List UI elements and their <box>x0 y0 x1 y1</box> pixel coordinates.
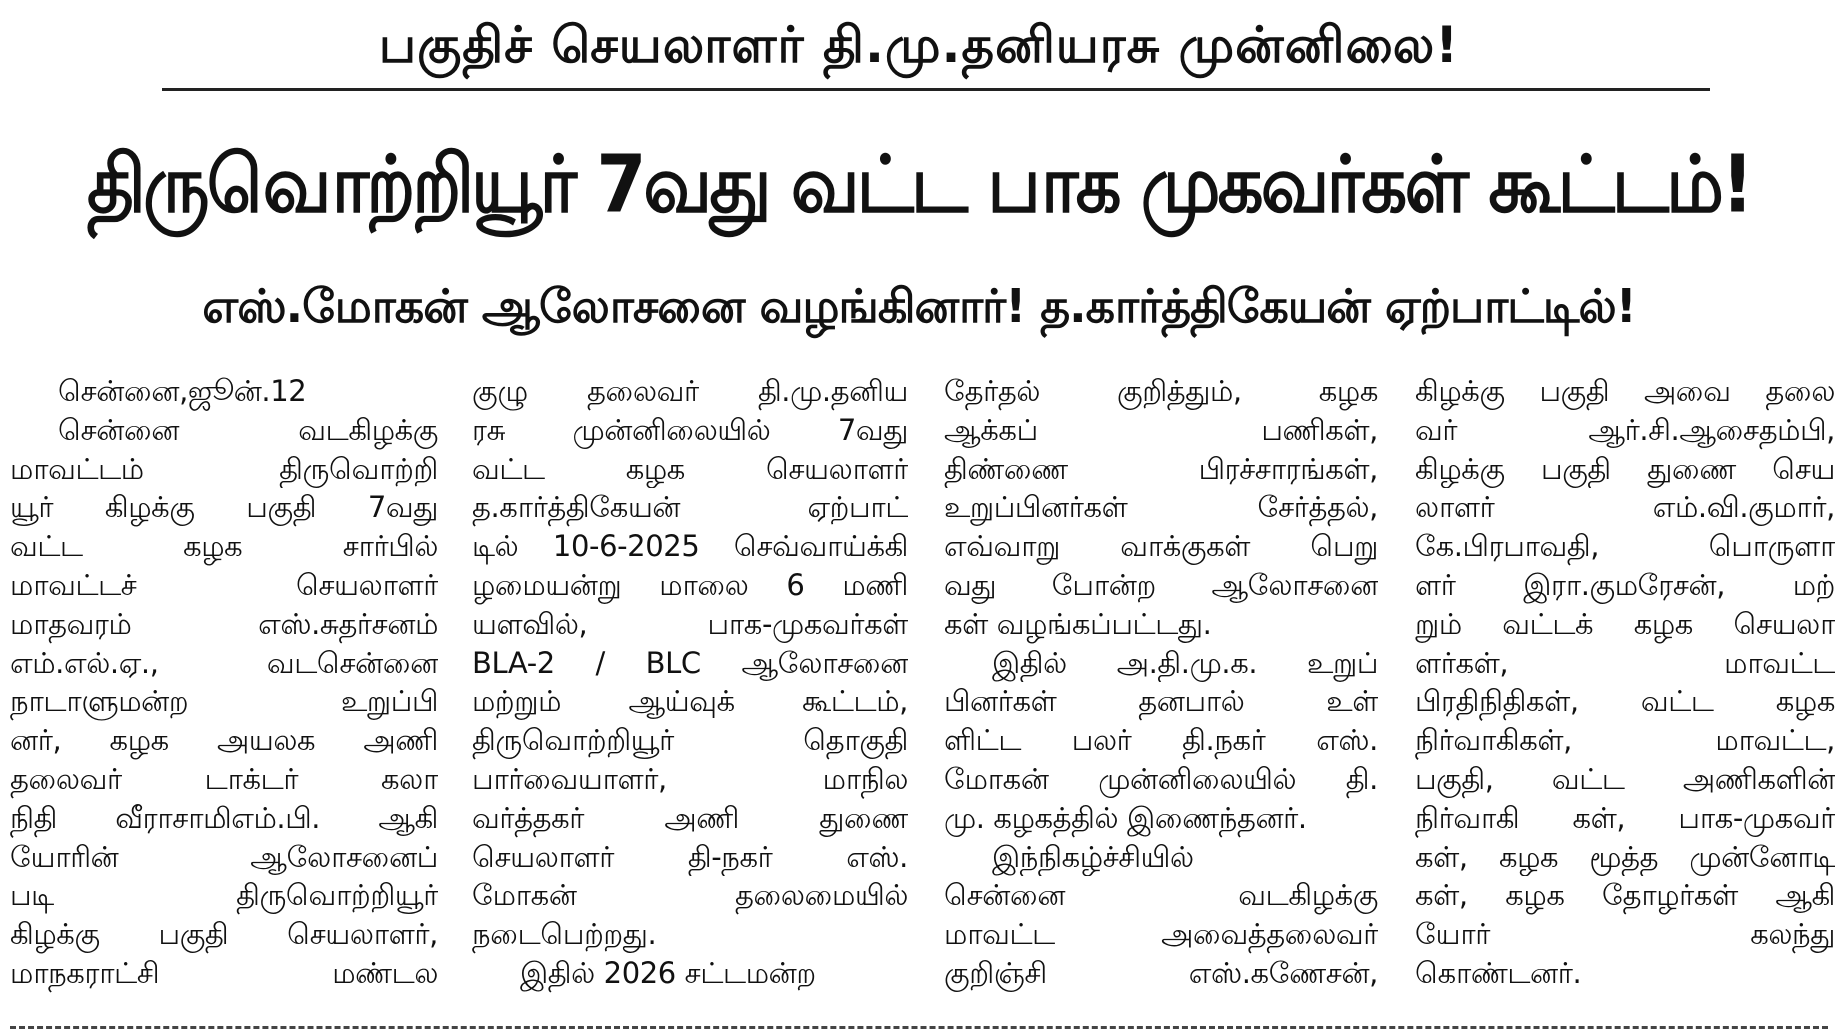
body-line: பிரதிநிதிகள், வட்ட கழக <box>1415 684 1835 719</box>
bottom-dashed-rule <box>10 1026 1828 1029</box>
article-column-4 <box>1415 372 1835 1002</box>
body-line: ளர்கள், மாவட்ட <box>1415 645 1835 680</box>
body-line: கள் வழங்கப்பட்டது. <box>944 606 1212 641</box>
body-line: செயலாளர் தி-நகர் எஸ். <box>472 839 908 874</box>
body-line: மாதவரம் எஸ்.சுதர்சனம் <box>10 606 438 641</box>
body-line: தலைவர் டாக்டர் கலா <box>10 761 438 796</box>
body-line: நிர்வாகிகள், மாவட்ட, <box>1415 723 1835 758</box>
body-line: கிழக்கு பகுதி அவை தலை <box>1415 374 1835 408</box>
body-line: நடைபெற்றது. <box>472 917 657 952</box>
body-line: கள், கழக தோழர்கள் ஆகி <box>1415 878 1835 913</box>
dateline: சென்னை,ஜூன்.12 <box>58 374 307 408</box>
body-line: இந்நிகழ்ச்சியில் <box>992 839 1194 874</box>
body-line: ளிட்ட பலர் தி.நகர் எஸ். <box>944 723 1378 758</box>
body-line: நிதி வீராசாமிஎம்.பி. ஆகி <box>10 800 438 835</box>
body-line: பகுதி, வட்ட அணிகளின் <box>1415 761 1835 796</box>
body-line: குறிஞ்சி எஸ்.கணேசன், <box>944 955 1378 990</box>
body-line: சென்னை வடகிழக்கு <box>58 412 438 447</box>
body-line: மு. கழகத்தில் இணைந்தனர். <box>944 800 1307 835</box>
body-line: த.கார்த்திகேயன் ஏற்பாட் <box>472 490 908 525</box>
body-line: மோகன் முன்னிலையில் தி. <box>944 761 1378 796</box>
body-line: நாடாளுமன்ற உறுப்பி <box>10 684 438 719</box>
article-column-3 <box>944 372 1378 1002</box>
kicker-rule <box>162 88 1710 91</box>
body-line: லாளர் எம்.வி.குமார், <box>1415 490 1835 525</box>
body-line: வர்த்தகர் அணி துணை <box>472 800 908 835</box>
body-line: கே.பிரபாவதி, பொருளா <box>1415 529 1835 564</box>
body-line: குழு தலைவர் தி.மு.தனிய <box>472 374 908 408</box>
subheadline: எஸ்.மோகன் ஆலோசனை வழங்கினார்! த.கார்த்திகேயன் ஏற்பாட்டில்! <box>202 279 1636 333</box>
body-line: யோர் கலந்து <box>1415 917 1835 952</box>
body-line: திண்ணை பிரச்சாரங்கள், <box>944 451 1378 486</box>
body-line: வது போன்ற ஆலோசனை <box>944 567 1378 602</box>
body-line: எவ்வாறு வாக்குகள் பெறு <box>944 529 1378 564</box>
article-column-2 <box>472 372 908 1002</box>
body-line: பினர்கள் தனபால் உள் <box>944 684 1378 719</box>
body-line: நிர்வாகி கள், பாக-முகவர் <box>1415 800 1835 835</box>
body-line: படி திருவொற்றியூர் <box>10 878 438 913</box>
kicker-headline: பகுதிச் செயலாளர் தி.மு.தனியரசு முன்னிலை! <box>378 16 1460 74</box>
body-line: சென்னை வடகிழக்கு <box>944 878 1378 913</box>
body-line: மாவட்டம் திருவொற்றி <box>10 451 438 486</box>
body-line: திருவொற்றியூர் தொகுதி <box>472 723 908 758</box>
body-line: எம்.எல்.ஏ., வடசென்னை <box>10 645 438 680</box>
body-line: கிழக்கு பகுதி செயலாளர், <box>10 917 438 952</box>
body-line: இதில் அ.தி.மு.க. உறுப் <box>992 645 1378 680</box>
body-line: கள், கழக மூத்த முன்னோடி <box>1415 839 1835 874</box>
body-line: மற்றும் ஆய்வுக் கூட்டம், <box>472 684 908 719</box>
body-line: ஆக்கப் பணிகள், <box>944 412 1378 447</box>
body-line: றும் வட்டக் கழக செயலா <box>1415 606 1835 641</box>
body-line: உறுப்பினர்கள் சேர்த்தல், <box>944 490 1378 525</box>
body-line: யூர் கிழக்கு பகுதி 7வது <box>10 490 438 525</box>
body-line: ரசு முன்னிலையில் 7வது <box>472 412 908 447</box>
body-line: ழமையன்று மாலை 6 மணி <box>472 567 908 602</box>
main-headline: திருவொற்றியூர் 7வது வட்ட பாக முகவர்கள் கூட்டம்! <box>87 137 1751 231</box>
body-line: பார்வையாளர், மாநில <box>472 761 908 796</box>
body-line: கொண்டனர். <box>1415 955 1582 990</box>
body-line: வட்ட கழக செயலாளர் <box>472 451 908 486</box>
body-line: டில் 10-6-2025 செவ்வாய்க்கி <box>472 529 908 564</box>
article-column-1 <box>10 372 438 1002</box>
body-line: மாநகராட்சி மண்டல <box>10 955 438 990</box>
body-line: யோரின் ஆலோசனைப் <box>10 839 438 874</box>
body-line: இதில் 2026 சட்டமன்ற <box>520 955 816 990</box>
body-line: BLA-2 / BLC ஆலோசனை <box>472 645 908 680</box>
body-line: கிழக்கு பகுதி துணை செய <box>1415 451 1835 486</box>
body-line: ளர் இரா.குமரேசன், மற் <box>1415 567 1835 602</box>
body-line: மாவட்டச் செயலாளர் <box>10 567 438 602</box>
body-line: வர் ஆர்.சி.ஆசைதம்பி, <box>1415 412 1835 447</box>
body-line: யளவில், பாக-முகவர்கள் <box>472 606 908 641</box>
body-line: னர், கழக அயலக அணி <box>10 723 438 758</box>
body-line: மோகன் தலைமையில் <box>472 878 908 913</box>
body-line: தேர்தல் குறித்தும், கழக <box>944 374 1378 408</box>
body-line: மாவட்ட அவைத்தலைவர் <box>944 917 1378 952</box>
body-line: வட்ட கழக சார்பில் <box>10 529 438 564</box>
